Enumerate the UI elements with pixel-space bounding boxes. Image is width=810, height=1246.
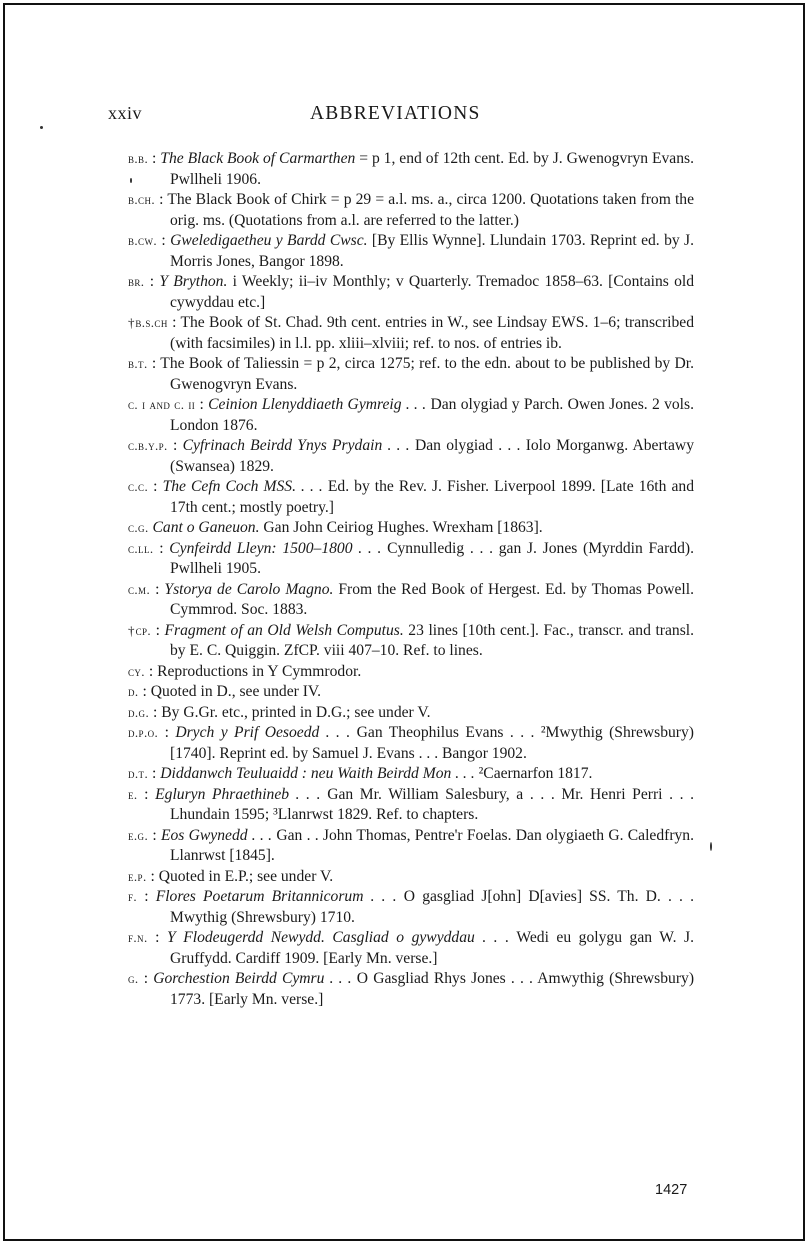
entry-title: Fragment of an Old Welsh Computus.	[164, 621, 404, 639]
entry-separator: :	[150, 580, 165, 598]
list-item	[128, 354, 694, 395]
entry-description: The Book of Taliessin = p 2, circa 1275; ref. to the edn. about to be published by Dr. Gwenogvryn Evans.	[160, 355, 694, 393]
entry-separator: :	[157, 232, 171, 249]
entry-abbreviation: cy.	[128, 663, 145, 679]
entry-abbreviation: e.g.	[128, 827, 149, 843]
entry-abbreviation: c.c.	[128, 479, 149, 494]
entry-separator: :	[144, 662, 158, 680]
list-item	[128, 313, 694, 354]
list-item	[128, 149, 694, 190]
entry-separator: :	[137, 888, 156, 905]
entry-abbreviation: f.	[128, 889, 138, 904]
entry-abbreviation: e.	[128, 786, 138, 802]
entry-title: Ystorya de Carolo Magno.	[164, 580, 334, 598]
entry-description: The Book of St. Chad. 9th cent. entries in W., see Lindsay EWS. 1–6; transcribed (with facsimiles) in l.l. pp. xliii–xlviii; ref. to nos. of entries ib.	[170, 314, 694, 352]
entry-description: Reproductions in Y Cymmrodor.	[157, 662, 362, 680]
entry-abbreviation: b.b.	[128, 151, 149, 166]
page-title: ABBREVIATIONS	[310, 103, 481, 124]
entry-abbreviation: g.	[128, 971, 139, 986]
entry-title: Flores Poetarum Britannicorum . . .	[155, 888, 397, 905]
entry-abbreviation: f.n.	[128, 930, 148, 945]
entry-separator: :	[195, 396, 209, 413]
list-item	[128, 272, 694, 313]
entry-abbreviation: d.t.	[128, 766, 149, 781]
entry-separator: :	[151, 621, 165, 639]
list-item	[128, 395, 694, 436]
abbreviations-list	[128, 149, 694, 1010]
list-item	[128, 826, 694, 867]
entry-abbreviation: c.b.y.p.	[128, 438, 168, 453]
entry-title: Ceinion Llenyddiaeth Gymreig . . .	[208, 396, 427, 413]
entry-separator: :	[138, 683, 151, 700]
list-item	[128, 703, 694, 724]
entry-separator: :	[138, 970, 154, 987]
entry-title: The Black Book of Carmarthen	[160, 150, 356, 167]
entry-description: Dan olygiad y Parch. Owen Jones. 2 vols. London 1876.	[170, 396, 694, 434]
entry-title: Drych y Prif Oesoedd . . .	[175, 724, 351, 741]
entry-title: Cyfrinach Beirdd Ynys Prydain . . .	[182, 437, 410, 454]
page-header	[0, 103, 810, 131]
list-item	[128, 969, 694, 1010]
entry-abbreviation: c. i and c. ii	[128, 397, 196, 412]
entry-abbreviation: d.	[128, 684, 139, 699]
list-item	[128, 764, 694, 785]
list-item	[128, 682, 694, 703]
page-number: xxiv	[108, 103, 143, 123]
entry-separator: :	[148, 765, 161, 782]
list-item	[128, 785, 694, 826]
entry-separator: :	[148, 826, 161, 844]
entry-separator: :	[146, 867, 159, 885]
list-item	[128, 190, 694, 231]
list-item	[128, 867, 694, 888]
scan-speck	[710, 842, 712, 851]
entry-abbreviation: b.t.	[128, 356, 148, 371]
entry-abbreviation: e.p.	[128, 868, 147, 884]
entry-separator: :	[144, 273, 160, 290]
entry-description: O Gasgliad Rhys Jones . . . Amwythig (Shrewsbury) 1773. [Early Mn. verse.]	[170, 970, 695, 1008]
entry-abbreviation: b.ch.	[128, 192, 156, 207]
entry-title: Cant o Ganeuon.	[152, 519, 260, 536]
entry-description: i Weekly; ii–iv Monthly; v Quarterly. Tremadoc 1858–63. [Contains old cywyddau etc.]	[170, 273, 694, 311]
entry-separator: :	[137, 785, 156, 803]
entry-separator: :	[155, 191, 168, 208]
scan-speck	[130, 178, 132, 183]
entry-separator: :	[148, 478, 163, 495]
entry-description: Dan olygiad . . . Iolo Morganwg. Abertawy (Swansea) 1829.	[170, 437, 694, 475]
entry-description: By G.Gr. etc., printed in D.G.; see under V.	[161, 703, 431, 721]
list-item	[128, 928, 694, 969]
entry-title: Gweledigaetheu y Bardd Cwsc.	[170, 232, 368, 249]
entry-description: Ed. by the Rev. J. Fisher. Liverpool 1899. [Late 16th and 17th cent.; mostly poetry.]	[170, 478, 694, 516]
list-item	[128, 231, 694, 272]
entry-abbreviation: br.	[128, 274, 145, 289]
entry-separator: :	[167, 314, 181, 331]
entry-abbreviation: d.p.o.	[128, 725, 159, 740]
list-item	[128, 887, 694, 928]
entry-separator: :	[167, 437, 183, 454]
entry-title: The Cefn Coch MSS. . . .	[162, 478, 323, 495]
scan-speck	[40, 126, 43, 129]
entry-description: Quoted in E.P.; see under V.	[158, 867, 334, 885]
entry-title: Diddanwch Teuluaidd : neu Waith Beirdd Mon . . .	[160, 765, 475, 782]
entry-description: ²Caernarfon 1817.	[474, 765, 593, 782]
entry-abbreviation: c.m.	[128, 581, 151, 597]
entry-description: Quoted in D., see under IV.	[150, 683, 322, 700]
footer-page-number: 1427	[655, 1182, 688, 1198]
list-item	[128, 539, 694, 580]
entry-separator: :	[153, 539, 170, 557]
list-item	[128, 621, 694, 662]
entry-abbreviation: c.g.	[128, 520, 149, 535]
entry-abbreviation: d.g.	[128, 704, 150, 720]
entry-description: Gan . . John Thomas, Pentre'r Foelas. Dan olygiaeth G. Caledfryn. Llanrwst [1845].	[170, 826, 694, 864]
entry-description: The Black Book of Chirk = p 29 = a.l. ms. a., circa 1200. Quotations taken from the orig. ms. (Quotations from a.l. are referred to the latter.)	[167, 191, 694, 229]
entry-title: Y Brython.	[159, 273, 228, 290]
entry-title: Y Flodeugerdd Newydd. Casgliad o gywyddau . . .	[167, 929, 510, 946]
entry-abbreviation: c.ll.	[128, 540, 154, 556]
entry-abbreviation: b.cw.	[128, 233, 158, 248]
list-item	[128, 662, 694, 683]
entry-description: O gasgliad J[ohn] D[avies] SS. Th. D. . . . Mwythig (Shrewsbury) 1710.	[170, 888, 694, 926]
entry-description: 23 lines [10th cent.]. Fac., transcr. and transl. by E. C. Quiggin. ZfCP. viii 407–10. Ref. to lines.	[170, 621, 694, 659]
entry-description: From the Red Book of Hergest. Ed. by Thomas Powell. Cymmrod. Soc. 1883.	[170, 580, 695, 618]
entry-separator: :	[149, 703, 162, 721]
entry-separator: :	[148, 150, 161, 167]
entry-description: [By Ellis Wynne]. Llundain 1703. Reprint ed. by J. Morris Jones, Bangor 1898.	[170, 232, 694, 270]
entry-title: Egluryn Phraethineb . . .	[155, 785, 321, 803]
entry-description: Wedi eu golygu gan W. J. Gruffydd. Cardiff 1909. [Early Mn. verse.]	[170, 929, 694, 967]
list-item	[128, 580, 694, 621]
list-item	[128, 518, 694, 539]
entry-title: Cynfeirdd Lleyn: 1500–1800 . . .	[169, 539, 382, 557]
list-item	[128, 723, 694, 764]
entry-title: Gorchestion Beirdd Cymru . . .	[153, 970, 352, 987]
entry-description: Cynnulledig . . . gan J. Jones (Myrddin Fardd). Pwllheli 1905.	[170, 539, 694, 577]
entry-description: Gan John Ceiriog Hughes. Wrexham [1863].	[259, 519, 543, 536]
entry-abbreviation: †b.s.ch	[128, 315, 168, 330]
entry-description: Gan Mr. William Salesbury, a . . . Mr. Henri Perri . . . Lhundain 1595; ³Llanrwst 1829. Ref. to chapters.	[170, 785, 694, 823]
entry-abbreviation: †cp.	[128, 622, 152, 638]
entry-description: = p 1, end of 12th cent. Ed. by J. Gwenogvryn Evans. Pwllheli 1906.	[170, 150, 694, 188]
entry-title: Eos Gwynedd . . .	[160, 826, 273, 844]
entry-separator: :	[147, 929, 168, 946]
list-item	[128, 436, 694, 477]
entry-separator: :	[158, 724, 176, 741]
list-item	[128, 477, 694, 518]
entry-description: Gan Theophilus Evans . . . ²Mwythig (Shrewsbury) [1740]. Reprint ed. by Samuel J. Evans . . . Bangor 1902.	[170, 724, 694, 762]
entry-separator: :	[147, 355, 161, 372]
